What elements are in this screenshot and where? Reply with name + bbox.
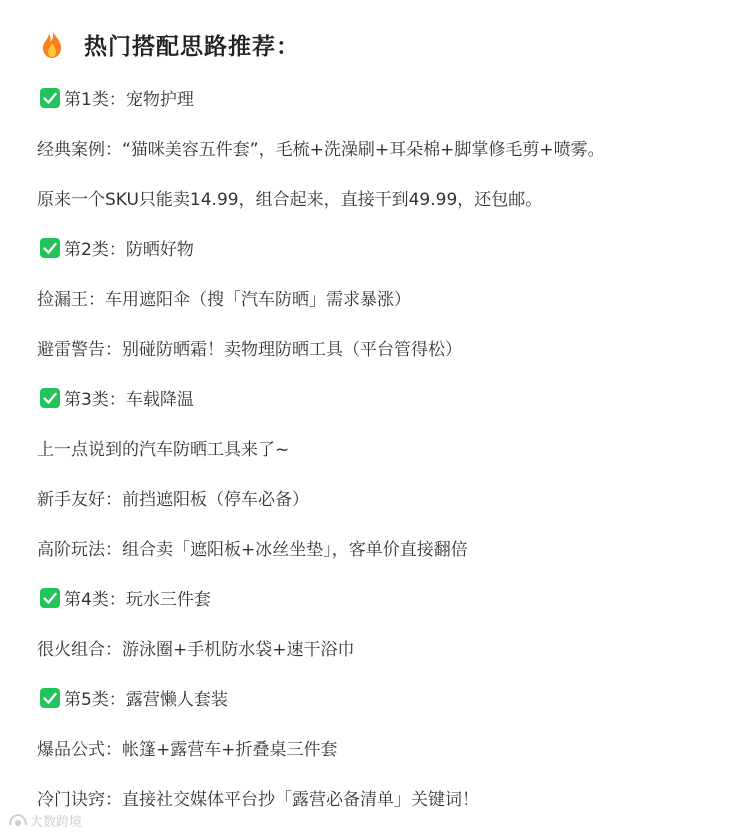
check-mark-icon [40,688,60,708]
category-label: 第1类：宠物护理 [64,90,194,110]
text-line [37,337,462,363]
line-text: 避雷警告：别碰防晒霜！卖物理防晒工具（平台管得松） [37,340,462,360]
category-label: 第3类：车载降温 [64,390,194,410]
category-heading [40,587,211,613]
line-text: 爆品公式：帐篷+露营车+折叠桌三件套 [37,740,338,760]
line-text: 原来一个SKU只能卖14.99，组合起来，直接干到49.99，还包邮。 [37,190,543,210]
line-text: 捡漏王：车用遮阳伞（搜「汽车防晒」需求暴涨） [37,290,411,310]
heading-title: 热门搭配思路推荐： [84,33,300,60]
category-label: 第2类：防晒好物 [64,240,194,260]
text-line [37,437,289,463]
category-heading [40,687,228,713]
line-text: 新手友好：前挡遮阳板（停车必备） [37,490,309,510]
text-line [37,537,468,563]
category-heading [40,87,194,113]
text-line [37,637,355,663]
category-label: 第4类：玩水三件套 [64,590,211,610]
category-label: 第5类：露营懒人套装 [64,690,228,710]
fire-icon [40,29,64,59]
check-mark-icon [40,238,60,258]
check-mark-icon [40,388,60,408]
line-text: 经典案例：“猫咪美容五件套”，毛梳+洗澡刷+耳朵棉+脚掌修毛剪+喷雾。 [37,140,605,160]
line-text: 上一点说到的汽车防晒工具来了~ [37,440,290,460]
text-line [37,187,542,213]
check-mark-icon [40,88,60,108]
text-line [37,487,309,513]
watermark [8,811,82,830]
check-mark-icon [40,588,60,608]
category-heading [40,387,194,413]
section-heading [40,26,300,62]
category-heading [40,237,194,263]
line-text: 很火组合：游泳圈+手机防水袋+速干浴巾 [37,640,355,660]
watermark-text: 大数跨境 [30,815,83,830]
watermark-logo-icon [8,813,28,829]
line-text: 冷门诀窍：直接社交媒体平台抄「露营必备清单」关键词！ [37,790,479,810]
text-line [37,287,411,313]
text-line [37,137,605,163]
text-line [37,787,479,813]
text-line [37,737,338,763]
line-text: 高阶玩法：组合卖「遮阳板+冰丝坐垫」，客单价直接翻倍 [37,540,468,560]
